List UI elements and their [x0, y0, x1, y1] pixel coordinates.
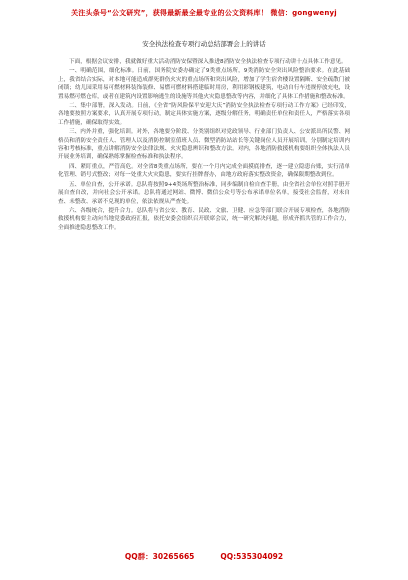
- paragraph: 二、集中部署，深入发动。日前，《全省“防风险保平安迎大庆”消防安全执法检查专项行动工作方案》已经印发，各地要按照方案要求，认真开展专项行动，制定具体实施方案，逐级分解任务，明确责任单位和责任人，严格落实各项工作措施，确保取得实效。: [58, 103, 350, 126]
- paragraph: 五、单位自查，公开承诺。总队将按照9+4类场所整治标准，同步编制自检自查手册，由全省社会单位对照手册开展自查自改，并向社会公开承诺。总队将通过网站、微博、微信公众号等公布承诺单位名单，接受社会监督，对未自查、未整改、承诺不兑现的单位，依法依规从严查处。: [58, 181, 350, 205]
- paragraph: 一、明确范围，细化标准。日前，国务院安委办确定了9类重点场所，9类消防安全突出风险整治要求。在此基础上，我省结合实际，对本地可能造成群死群伤火灾的重点场所和突出风险，增加了学生宿舍楼设置隔断、安全疏散门被闭锁；幼儿园采用易可燃材料装饰装修、易燃可燃材料搭建临时用房，利用彩钢板建筑，电动自行车违规停放充电，设置易燃可燃仓库，或者在建筑内设置影响逃生的设施等其他火灾隐患整改等内容，并细化了具体工作措施和整改标准。: [58, 68, 350, 100]
- contact-footer: [0, 552, 408, 562]
- paragraph: 四、紧盯重点，严管高危。对全省8类重点场所，要在一个月内完成全面摸底排查，逐一建立隐患台账，实行清单化管理、销号式整改；对每一处重大火灾隐患，要实行挂牌督办，由地方政府落实整改资金，确保限期整改到位。: [58, 163, 350, 179]
- promo-banner: 关注头条号“公文研究”，获得最新最全最专业的公文资料库！ 微信：gongwenyj: [71, 9, 337, 17]
- paragraph: 下面，根据会议安排，我就做好重大活动消防安保暨深入推进8消防安全执法检查专项行动讲十点具体工作意见。: [69, 59, 347, 65]
- qq-label: QQ:535304092: [220, 552, 284, 561]
- paragraph: 六、各级统合，提升合力。总队将与省公安、教育、民政、文旅、卫健、应急等部门联合开展专项检查，各地消防救援机构要主动向当地党委政府汇报，依托安委会组织召开联席会议，统一研究解决问题，形成齐抓共管的工作合力，全面推进隐患整改工作。: [58, 207, 350, 231]
- qq-group-label: QQ群：30265665: [124, 552, 195, 561]
- document-title: 安全执法检查专项行动总结部署会上的讲话: [142, 40, 266, 48]
- document-body: [58, 58, 350, 233]
- paragraph: 三、内外并重，强化培训。对外，各地要分阶段、分类别组织对党政领导、行业部门负责人、公安派出所民警、网格员和消防安全责任人、管理人以及消防控制室值班人员、微型消防站站长等关键岗位人员开展培训，分别制定培训内容和考核标准，重点讲解消防安全法律法规、火灾隐患辨识和整改方法。对内，各地消防救援机构要组织全体执法人员开展业务培训，确保熟练掌握检查标准和执法程序。: [58, 129, 350, 161]
